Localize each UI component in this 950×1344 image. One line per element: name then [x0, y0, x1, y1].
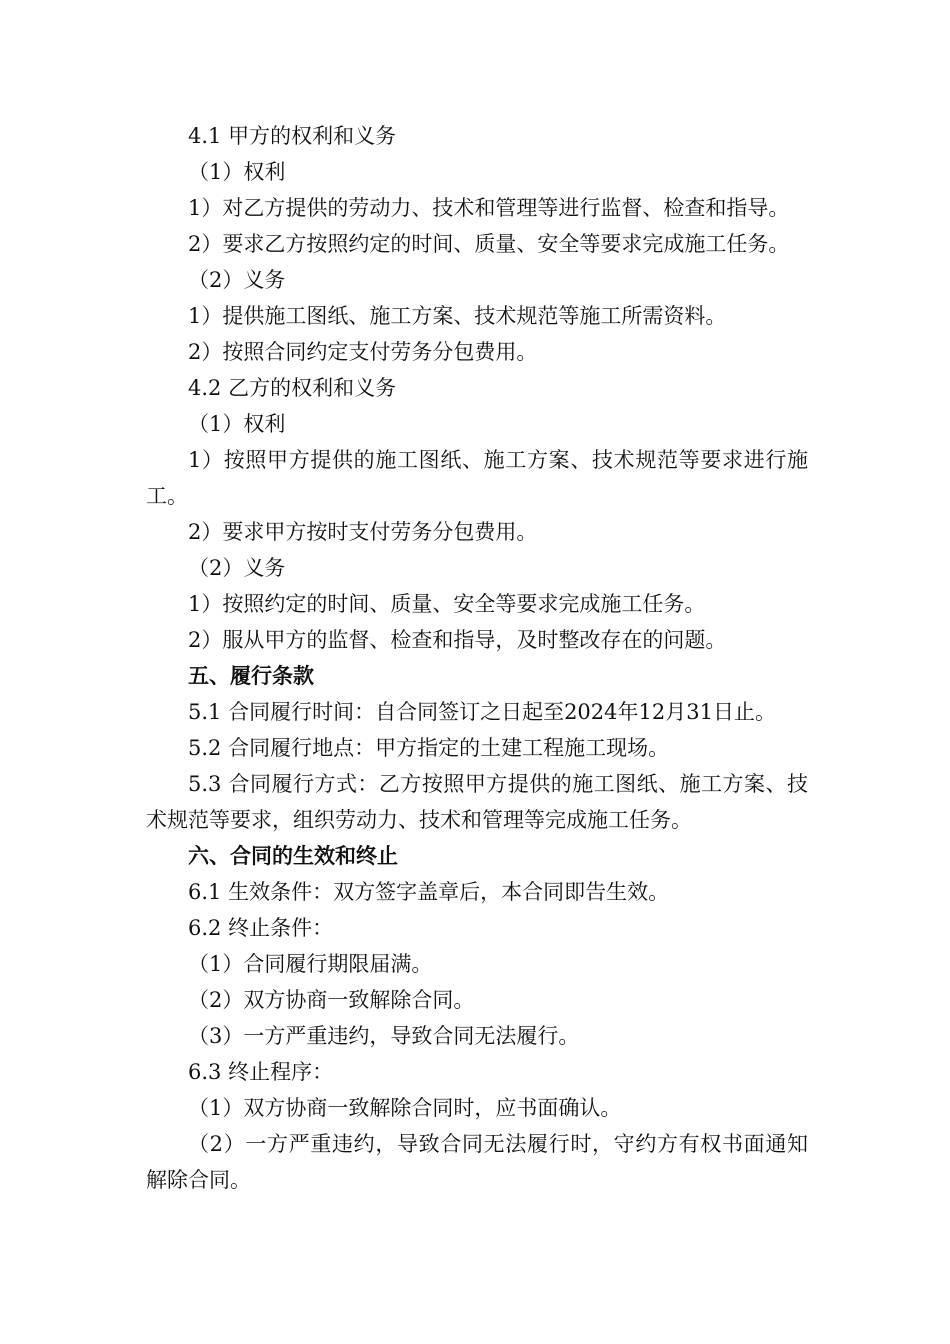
list-item: （1）双方协商一致解除合同时，应书面确认。 — [188, 1096, 622, 1120]
list-item: （2）义务 — [188, 268, 286, 292]
section-4-2-title: 4.2 乙方的权利和义务 — [188, 376, 397, 400]
list-item: 6.3 终止程序： — [188, 1060, 334, 1084]
list-item: 2）按照合同约定支付劳务分包费用。 — [188, 340, 538, 364]
list-item: （1）权利 — [188, 412, 286, 436]
list-item: 5.1 合同履行时间：自合同签订之日起至2024年12月31日止。 — [188, 700, 776, 724]
list-item: 6.2 终止条件： — [188, 916, 334, 940]
list-item: 2）要求甲方按时支付劳务分包费用。 — [188, 520, 538, 544]
list-item: （1）合同履行期限届满。 — [188, 952, 433, 976]
list-item: 1）对乙方提供的劳动力、技术和管理等进行监督、检查和指导。 — [188, 196, 790, 220]
document-body — [146, 118, 826, 1198]
list-item: （2）义务 — [188, 556, 286, 580]
list-item: 2）服从甲方的监督、检查和指导，及时整改存在的问题。 — [188, 628, 727, 652]
list-item: （2）双方协商一致解除合同。 — [188, 988, 475, 1012]
section-4-1-title: 4.1 甲方的权利和义务 — [188, 124, 397, 148]
list-item: 1）按照约定的时间、质量、安全等要求完成施工任务。 — [188, 592, 706, 616]
list-item: 5.2 合同履行地点：甲方指定的土建工程施工现场。 — [188, 736, 670, 760]
list-item: （1）权利 — [188, 160, 286, 184]
section-heading: 五、履行条款 — [188, 664, 314, 688]
paragraph: 5.3 合同履行方式：乙方按照甲方提供的施工图纸、施工方案、技术规范等要求，组织劳动力、技术和管理等完成施工任务。 — [146, 772, 808, 832]
list-item: 2）要求乙方按照约定的时间、质量、安全等要求完成施工任务。 — [188, 232, 790, 256]
list-item: 6.1 生效条件：双方签字盖章后，本合同即告生效。 — [188, 880, 670, 904]
section-heading: 六、合同的生效和终止 — [188, 844, 398, 868]
list-item: （3）一方严重违约，导致合同无法履行。 — [188, 1024, 580, 1048]
paragraph: 1）按照甲方提供的施工图纸、施工方案、技术规范等要求进行施工。 — [146, 448, 808, 508]
list-item: 1）提供施工图纸、施工方案、技术规范等施工所需资料。 — [188, 304, 727, 328]
paragraph: （2）一方严重违约，导致合同无法履行时，守约方有权书面通知解除合同。 — [146, 1132, 808, 1192]
